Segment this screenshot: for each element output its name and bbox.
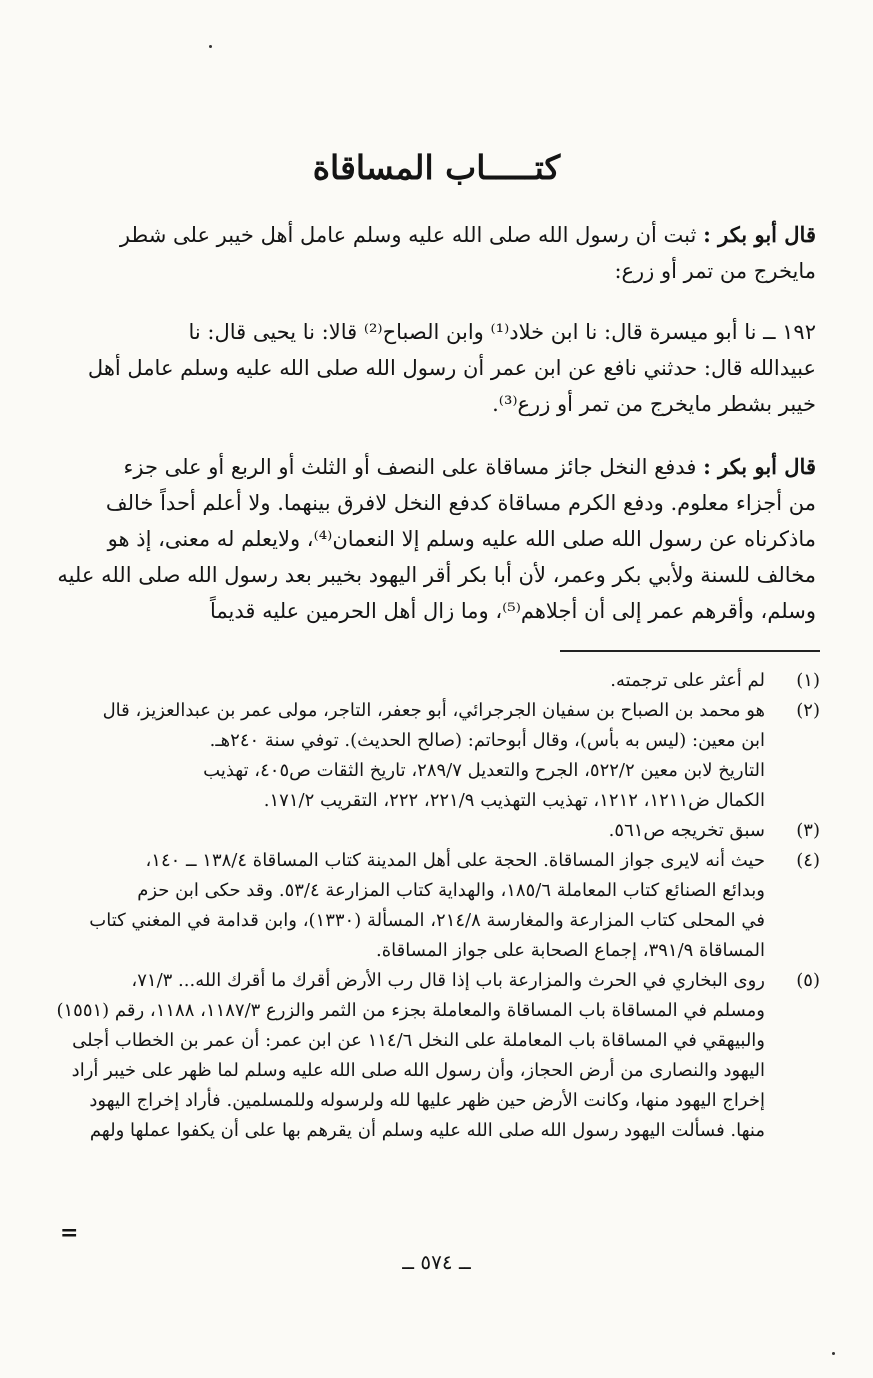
footnote-line: وبدائع الصنائع كتاب المعاملة ١٨٥/٦، والهداية كتاب المزارعة ٥٣/٤. وقد حكى ابن حزم xyxy=(137,880,765,901)
footnote-line: روى البخاري في الحرث والمزارعة باب إذا قال رب الأرض أقرك ما أقرك الله... ٧١/٣، xyxy=(131,970,765,991)
footnote-line: إخراج اليهود منها، وكانت الأرض حين ظهر عليها لله ولرسوله وللمسلمين. فأراد إخراج اليهود xyxy=(89,1090,765,1111)
footnote-line: حيث أنه لايرى جواز المساقاة. الحجة على أهل المدينة كتاب المساقاة ١٣٨/٤ ــ ١٤٠، xyxy=(145,850,765,871)
footnote-line: في المحلى كتاب المزارعة والمغارسة ٢١٤/٨، المسألة (١٣٣٠)، وابن قدامة في المغني كتاب xyxy=(89,910,765,931)
text-line: ماذكرناه عن رسول الله صلى الله عليه وسلم إلا النعمان⁽⁴⁾، ولايعلم له معنى، إذ هو xyxy=(107,527,816,551)
footnote-line: والبيهقي في المساقاة باب المعاملة على النخل ١١٤/٦ عن ابن عمر: أن عمر بن الخطاب أجلى xyxy=(72,1030,765,1051)
text-line: ثبت أن رسول الله صلى الله عليه وسلم عامل أهل خيبر على شطر xyxy=(119,223,697,247)
paragraph-lead: قال أبو بكر : xyxy=(703,222,816,247)
paragraph-3 xyxy=(58,449,816,629)
footnote-line: سبق تخريجه ص٥٦١. xyxy=(608,820,765,841)
paragraph-lead: قال أبو بكر : xyxy=(703,454,816,479)
footnote-5 xyxy=(58,966,820,1146)
text-line: فدفع النخل جائز مساقاة على النصف أو الثلث أو الربع أو على جزء xyxy=(123,455,697,479)
footnote-line: ومسلم في المساقاة باب المساقاة والمعاملة بجزء من الثمر والزرع ١١٨٧/٣، ١١٨٨، رقم (١٥٥١) xyxy=(56,1000,765,1021)
footnote-4 xyxy=(58,846,820,966)
scan-speck xyxy=(209,45,212,48)
footnote-line: المساقاة ٣٩١/٩، إجماع الصحابة على جواز المساقاة. xyxy=(376,940,765,961)
footnote-line: التاريخ لابن معين ٥٢٢/٢، الجرح والتعديل ٢٨٩/٧، تاريخ الثقات ص٤٠٥، تهذيب xyxy=(203,760,765,781)
footnote-number: (٢) xyxy=(796,700,820,721)
footnote-line: اليهود والنصارى من أرض الحجاز، وأن رسول الله صلى الله عليه وسلم لما ظهر على خيبر أراد xyxy=(71,1060,765,1081)
footnote-line: ابن معين: (ليس به بأس)، وقال أبوحاتم: (صالح الحديث). توفي سنة ٢٤٠هـ. xyxy=(209,730,765,751)
footnote-2 xyxy=(58,696,820,816)
footnote-3 xyxy=(58,816,820,846)
text-line: مايخرج من تمر أو زرع: xyxy=(614,259,816,283)
footnote-line: هو محمد بن الصباح بن سفيان الجرجرائي، أبو جعفر، التاجر، مولى عمر بن عبدالعزيز، قال xyxy=(102,700,765,721)
footnote-number: (٥) xyxy=(796,970,820,991)
text-line: مخالف للسنة ولأبي بكر وعمر، لأن أبا بكر أقر اليهود بخيبر بعد رسول الله صلى الله عليه xyxy=(57,563,816,587)
footnote-number: (٤) xyxy=(796,850,820,871)
paragraph-2 xyxy=(58,314,816,422)
footnotes xyxy=(58,666,820,1146)
continuation-mark: = xyxy=(60,1220,79,1246)
footnote-number: (٣) xyxy=(796,820,820,841)
footnote-1 xyxy=(58,666,820,696)
page-number: ــ ٥٧٤ ــ xyxy=(402,1250,471,1274)
footnote-line: منها. فسألت اليهود رسول الله صلى الله عليه وسلم أن يقرهم بها على أن يكفوا عملها ولهم xyxy=(89,1120,765,1141)
text-line: ١٩٢ ــ نا أبو ميسرة قال: نا ابن خلاد⁽¹⁾ وابن الصباح⁽²⁾ قالا: نا يحيى قال: نا xyxy=(188,320,816,344)
scan-speck xyxy=(832,1352,835,1355)
footnote-number: (١) xyxy=(796,670,820,691)
text-line: من أجزاء معلوم. ودفع الكرم مساقاة كدفع النخل لافرق بينهما. ولا أعلم أحداً خالف xyxy=(105,491,816,515)
text-line: وسلم، وأقرهم عمر إلى أن أجلاهم⁽⁵⁾، وما زال أهل الحرمين عليه قديماً xyxy=(210,599,816,623)
paragraph-1 xyxy=(58,217,816,289)
footnote-separator xyxy=(560,650,820,652)
text-line: خيبر بشطر مايخرج من تمر أو زرع⁽³⁾. xyxy=(492,392,816,416)
text-line: عبيدالله قال: حدثني نافع عن ابن عمر أن رسول الله صلى الله عليه وسلم عامل أهل xyxy=(87,356,816,380)
footnote-line: لم أعثر على ترجمته. xyxy=(610,670,765,691)
chapter-title: كتـــــاب المساقاة xyxy=(312,148,561,187)
footnote-line: الكمال ض١٢١١، ١٢١٢، تهذيب التهذيب ٢٢١/٩، ٢٢٢، التقريب ١٧١/٢. xyxy=(263,790,765,811)
